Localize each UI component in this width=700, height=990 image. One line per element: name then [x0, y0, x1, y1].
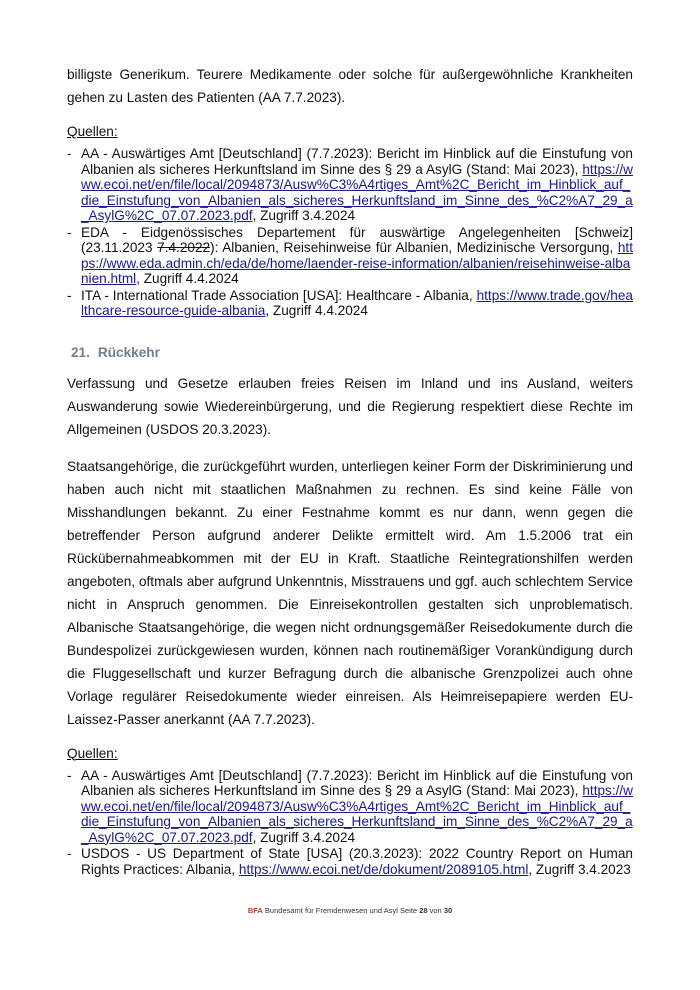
- return-paragraph-1: Verfassung und Gesetze erlauben freies Reisen im Inland und ins Ausland, weiters Auswanderung sowie Wiedereinbürgerung, und die Regierung respektiert diese Rechte im Allgemeinen (USDOS 20.3.2023).: [67, 375, 633, 437]
- source-link[interactable]: https://www.ecoi.net/en/file/local/2094873/Ausw%C3%A4rtiges_Amt%2C_Bericht_im_Hinblick_auf_die_Einstufung_von_Albanien_als_sicheres_Herkunftsland_im_Sinne_des_%C2%A7_29_a_AsylG%2C_07.07.2023.pdf: [81, 161, 633, 223]
- source-link[interactable]: https://www.eda.admin.ch/eda/de/home/laender-reise-information/albanien/reisehinweise-albanien.html: [81, 240, 633, 286]
- section-title: Rückkehr: [97, 344, 160, 360]
- source-item: - ITA - International Trade Association [USA]: Healthcare - Albania, https://www.trade.gov/healthcare-resource-guide-albania, Zugriff 4.4.2024: [67, 288, 633, 319]
- section-heading: [67, 344, 633, 362]
- sources-title-2: Quellen:: [67, 745, 118, 761]
- source-link[interactable]: https://www.ecoi.net/en/file/local/2094873/Ausw%C3%A4rtiges_Amt%2C_Bericht_im_Hinblick_auf_die_Einstufung_von_Albanien_als_sicheres_Herkunftsland_im_Sinne_des_%C2%A7_29_a_AsylG%2C_07.07.2023.pdf: [81, 783, 633, 845]
- footer-of: von: [429, 906, 442, 915]
- footer-org: Bundesamt für Fremdenwesen und Asyl Seite: [264, 906, 418, 915]
- source-item: - EDA - Eidgenössisches Departement für auswärtige Angelegenheiten [Schweiz] (23.11.2023 7.4.2022): Albanien, Reisehinweise für Albanien, Medizinische Versorgung, https://www.eda.admin.ch/eda/de/home/laender-reise-information/albanien/reisehinweise-albanien.html, Zugriff 4.4.2024: [67, 225, 633, 287]
- bfa-logo: BFA: [247, 906, 263, 915]
- footer-page-total: 30: [443, 906, 453, 915]
- page-content: [67, 63, 633, 878]
- footer-page-number: 28: [419, 906, 428, 915]
- intro-paragraph: billigste Generikum. Teurere Medikamente oder solche für außergewöhnliche Krankheiten gehen zu Lasten des Patienten (AA 7.7.2023).: [67, 67, 633, 105]
- page-footer: [0, 906, 700, 915]
- source-item: - AA - Auswärtiges Amt [Deutschland] (7.7.2023): Bericht im Hinblick auf die Einstufung von Albanien als sicheres Herkunftsland im Sinne des § 29 a AsylG (Stand: Mai 2023), https://www.ecoi.net/en/file/local/2094873/Ausw%C3%A4rtiges_Amt%2C_Bericht_im_Hinblick_auf_die_Einstufung_von_Albanien_als_sicheres_Herkunftsland_im_Sinne_des_%C2%A7_29_a_AsylG%2C_07.07.2023.pdf, Zugriff 3.4.2024: [67, 768, 633, 846]
- return-paragraph-2: Staatsangehörige, die zurückgeführt wurden, unterliegen keiner Form der Diskriminierung und haben auch nicht mit staatlichen Maßnahmen zu rechnen. Es sind keine Fälle von Misshandlungen bekannt. Zu einer Festnahme kommt es nur dann, wenn gegen die betreffender Person aufgrund anderer Delikte ermittelt wird. Am 1.5.2006 trat ein Rückübernahmeabkommen mit der EU in Kraft. Staatliche Reintegrationshilfen werden angeboten, oftmals aber aufgrund Unkenntnis, Misstrauens und ggf. auch schlechtem Service nicht in Anspruch genommen. Die Einreisekontrollen gestalten sich unproblematisch. Albanische Staatsangehörige, die wegen nicht ordnungsgemäßer Reisedokumente durch die Bundespolizei zurückgewiesen wurden, können nach routinemäßiger Vorankündigung durch die Fluggesellschaft und kurzer Befragung durch die albanische Grenzpolizei auch ohne Vorlage regulärer Reisedokumente wieder einreisen. Als Heimreisepapiere werden EU-Laissez-Passer anerkannt (AA 7.7.2023).: [67, 458, 633, 727]
- source-link[interactable]: https://www.trade.gov/healthcare-resource-guide-albania: [81, 287, 633, 318]
- section-number: 21.: [71, 344, 90, 360]
- source-item: - AA - Auswärtiges Amt [Deutschland] (7.7.2023): Bericht im Hinblick auf die Einstufung von Albanien als sicheres Herkunftsland im Sinne des § 29 a AsylG (Stand: Mai 2023), https://www.ecoi.net/en/file/local/2094873/Ausw%C3%A4rtiges_Amt%2C_Bericht_im_Hinblick_auf_die_Einstufung_von_Albanien_als_sicheres_Herkunftsland_im_Sinne_des_%C2%A7_29_a_AsylG%2C_07.07.2023.pdf, Zugriff 3.4.2024: [67, 146, 633, 224]
- source-item: - USDOS - US Department of State [USA] (20.3.2023): 2022 Country Report on Human Rights Practices: Albania, https://www.ecoi.net/de/dokument/2089105.html, Zugriff 3.4.2023: [67, 846, 633, 877]
- source-link[interactable]: https://www.ecoi.net/de/dokument/2089105.html: [238, 861, 529, 877]
- sources-list-2: [67, 768, 633, 878]
- sources-list-1: [67, 146, 633, 319]
- sources-title-1: Quellen:: [67, 124, 118, 139]
- struck-date: 7.4.2022: [157, 240, 211, 255]
